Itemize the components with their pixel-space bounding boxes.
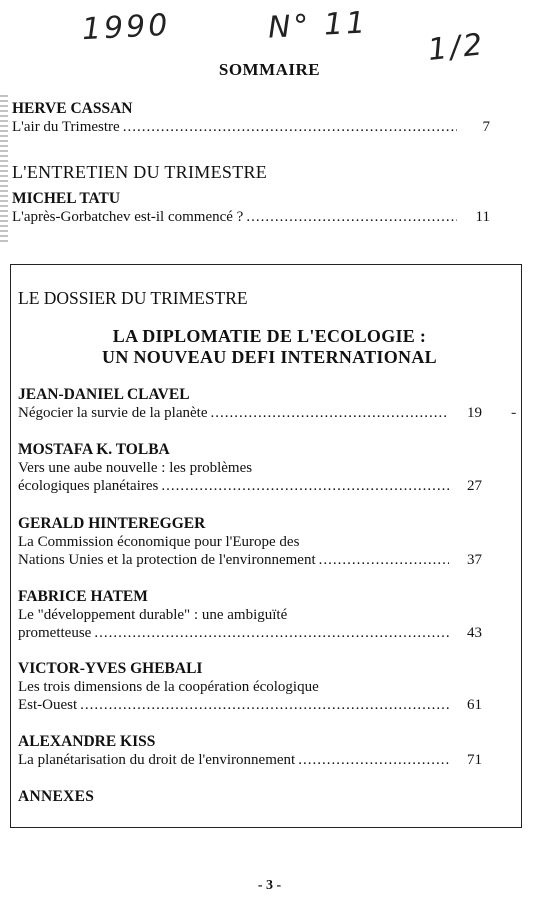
toc-page: 7 [482,119,490,135]
leader-dots [94,624,449,642]
toc-line [18,624,482,642]
toc-line [18,678,482,696]
toc-entry-article [18,386,482,422]
leader-dots [298,751,449,769]
toc-author: MICHEL TATU [12,190,121,207]
dossier-heading-line1: LA DIPLOMATIE DE L'ECOLOGIE : [112,326,427,346]
toc-title: La Commission économique pour l'Europe des [18,534,300,550]
handwritten-year: 1990 [81,7,172,48]
toc-author: VICTOR-YVES GHEBALI [18,660,203,677]
annexes-label: ANNEXES [18,788,95,805]
section-entretien: L'ENTRETIEN DU TRIMESTRE [12,162,268,182]
toc-author: GERALD HINTEREGGER [18,515,206,532]
leader-dots [246,208,457,226]
toc-title: L'après-Gorbatchev est-il commencé ? [12,209,244,225]
toc-title: Vers une aube nouvelle : les problèmes [18,460,253,476]
section-dossier: LE DOSSIER DU TRIMESTRE [18,288,248,308]
page-title: SOMMAIRE [218,60,321,79]
handwritten-part: 1/2 [426,27,487,68]
toc-line [18,751,482,769]
toc-author: HERVE CASSAN [12,100,133,117]
margin-tick-mark: - [511,404,517,421]
toc-line [18,551,482,569]
leader-dots [319,551,449,569]
handwritten-number: N° 11 [267,5,370,46]
toc-author: ALEXANDRE KISS [18,733,156,750]
toc-title: Les trois dimensions de la coopération écologique [18,679,319,695]
toc-title: Le "développement durable" : une ambiguïté [18,607,288,623]
toc-line [18,533,482,551]
leader-dots [161,477,449,495]
scan-edge-mark [0,95,8,245]
leader-dots [80,696,449,714]
toc-page: 37 [467,552,482,568]
toc-title: L'air du Trimestre [12,119,120,135]
toc-entry-article [18,441,482,495]
toc-entry-article [18,588,482,642]
toc-entry-article [18,660,482,714]
toc-title: Négocier la survie de la planète [18,405,208,421]
toc-entry-entretien [12,190,490,226]
toc-author: MOSTAFA K. TOLBA [18,441,170,458]
toc-entry-article [18,733,482,769]
leader-dots [123,118,457,136]
toc-line [12,118,490,136]
dossier-heading-line2: UN NOUVEAU DEFI INTERNATIONAL [102,347,437,367]
page-number: - 3 - [257,878,282,893]
leader-dots [211,404,450,422]
toc-page: 61 [467,697,482,713]
toc-line [18,477,482,495]
toc-page: 71 [467,752,482,768]
toc-page: 19 [467,405,482,421]
toc-title: Nations Unies et la protection de l'environnement [18,552,316,568]
toc-title: prometteuse [18,625,92,641]
toc-entry-article [18,515,482,569]
toc-page: 43 [467,625,482,641]
toc-line [18,404,482,422]
toc-page: 11 [475,209,490,225]
toc-title: écologiques planétaires [18,478,159,494]
toc-line [12,208,490,226]
toc-title: Est-Ouest [18,697,78,713]
toc-entry-intro [12,100,490,136]
toc-title: La planétarisation du droit de l'environnement [18,752,296,768]
toc-author: JEAN-DANIEL CLAVEL [18,386,190,403]
toc-line [18,606,482,624]
toc-line [18,459,482,477]
toc-author: FABRICE HATEM [18,588,148,605]
toc-page: 27 [467,478,482,494]
toc-line [18,696,482,714]
